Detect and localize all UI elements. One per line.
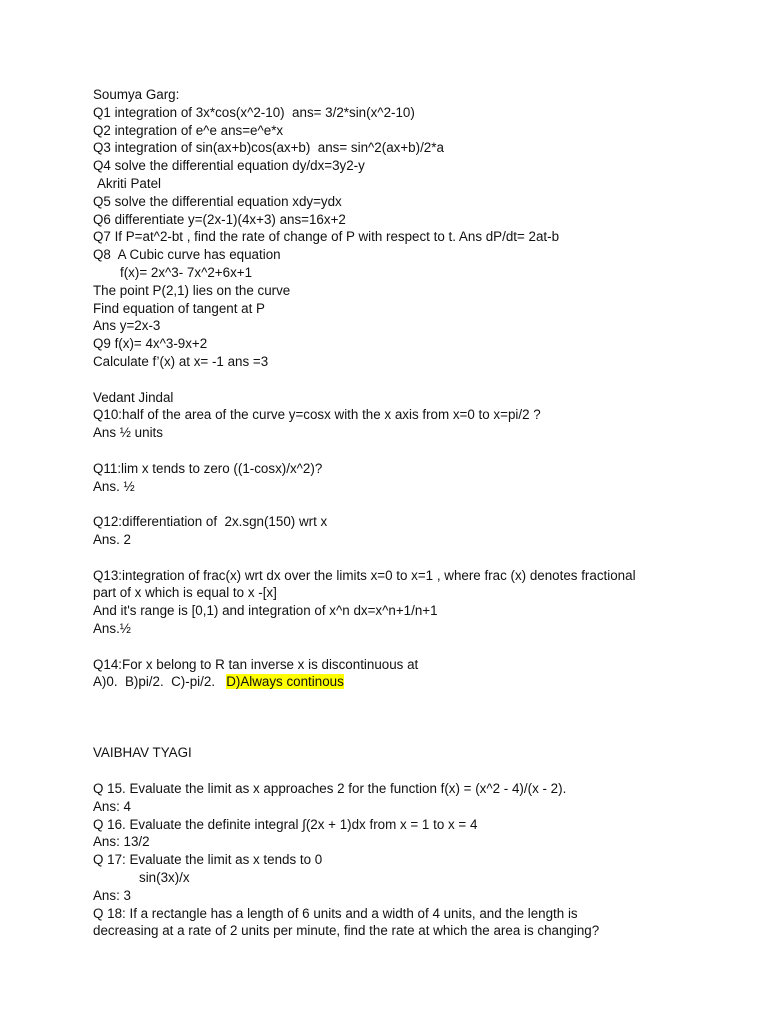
question-q16: Q 16. Evaluate the definite integral ∫(2x + 1)dx from x = 1 to x = 4	[93, 816, 478, 832]
question-q11: Q11:lim x tends to zero ((1-cosx)/x^2)?	[93, 460, 323, 476]
options-text: A)0. B)pi/2. C)-pi/2.	[93, 674, 227, 690]
question-q3: Q3 integration of sin(ax+b)cos(ax+b) ans= sin^2(ax+b)/2*a	[93, 140, 444, 156]
answer-line: Ans: 4	[93, 798, 131, 814]
blank-line	[93, 442, 693, 460]
question-q9: Q9 f(x)= 4x^3-9x+2	[93, 336, 208, 352]
text-line: decreasing at a rate of 2 units per minute, find the rate at which the area is changing?	[93, 923, 600, 939]
blank-space	[93, 691, 693, 744]
question-q18: Q 18: If a rectangle has a length of 6 units and a width of 4 units, and the length is	[93, 905, 578, 921]
text-line: part of x which is equal to x -[x]	[93, 585, 277, 601]
question-q10: Q10:half of the area of the curve y=cosx with the x axis from x=0 to x=pi/2 ?	[93, 407, 541, 423]
blank-line	[93, 495, 693, 513]
answer-line: Ans y=2x-3	[93, 318, 161, 334]
text-line: Find equation of tangent at P	[93, 300, 265, 316]
author-heading: Soumya Garg:	[93, 87, 180, 102]
answer-line: Ans. ½	[93, 478, 135, 494]
question-q17: Q 17: Evaluate the limit as x tends to 0	[93, 852, 323, 868]
author-heading: Vedant Jindal	[93, 389, 174, 405]
blank-line	[93, 762, 693, 780]
question-q4: Q4 solve the differential equation dy/dx=3y2-y	[93, 158, 365, 174]
question-q1: Q1 integration of 3x*cos(x^2-10) ans= 3/2*sin(x^2-10)	[93, 104, 415, 120]
author-heading: Akriti Patel	[97, 175, 161, 191]
question-q5: Q5 solve the differential equation xdy=ydx	[93, 193, 342, 209]
text-line: The point P(2,1) lies on the curve	[93, 282, 291, 298]
answer-line: Ans ½ units	[93, 425, 163, 441]
question-q8: Q8 A Cubic curve has equation	[93, 247, 281, 263]
answer-line: Ans: 13/2	[93, 834, 150, 850]
question-q6: Q6 differentiate y=(2x-1)(4x+3) ans=16x+2	[93, 211, 346, 227]
answer-line: Ans.½	[93, 620, 131, 636]
question-q15: Q 15. Evaluate the limit as x approaches 2 for the function f(x) = (x^2 - 4)/(x - 2).	[93, 781, 567, 797]
equation-line: f(x)= 2x^3- 7x^2+6x+1	[120, 264, 253, 280]
question-q12: Q12:differentiation of 2x.sgn(150) wrt x	[93, 514, 328, 530]
options-line	[93, 673, 693, 691]
question-q7: Q7 If P=at^2-bt , find the rate of change of P with respect to t. Ans dP/dt= 2at-b	[93, 229, 560, 245]
blank-line	[93, 371, 693, 389]
blank-line	[93, 549, 693, 567]
question-q2: Q2 integration of e^e ans=e^e*x	[93, 122, 284, 138]
answer-line: Ans: 3	[93, 887, 131, 903]
equation-line: sin(3x)/x	[139, 870, 190, 886]
text-line: And it's range is [0,1) and integration of x^n dx=x^n+1/n+1	[93, 603, 438, 619]
author-heading: VAIBHAV TYAGI	[93, 745, 192, 761]
blank-line	[93, 638, 693, 656]
answer-line: Calculate f’(x) at x= -1 ans =3	[93, 353, 269, 369]
answer-line: Ans. 2	[93, 531, 131, 547]
question-q13: Q13:integration of frac(x) wrt dx over the limits x=0 to x=1 , where frac (x) denotes fractional	[93, 567, 636, 583]
highlighted-option: D)Always continous	[226, 674, 344, 690]
document-body	[93, 86, 693, 940]
question-q14: Q14:For x belong to R tan inverse x is discontinuous at	[93, 656, 419, 672]
